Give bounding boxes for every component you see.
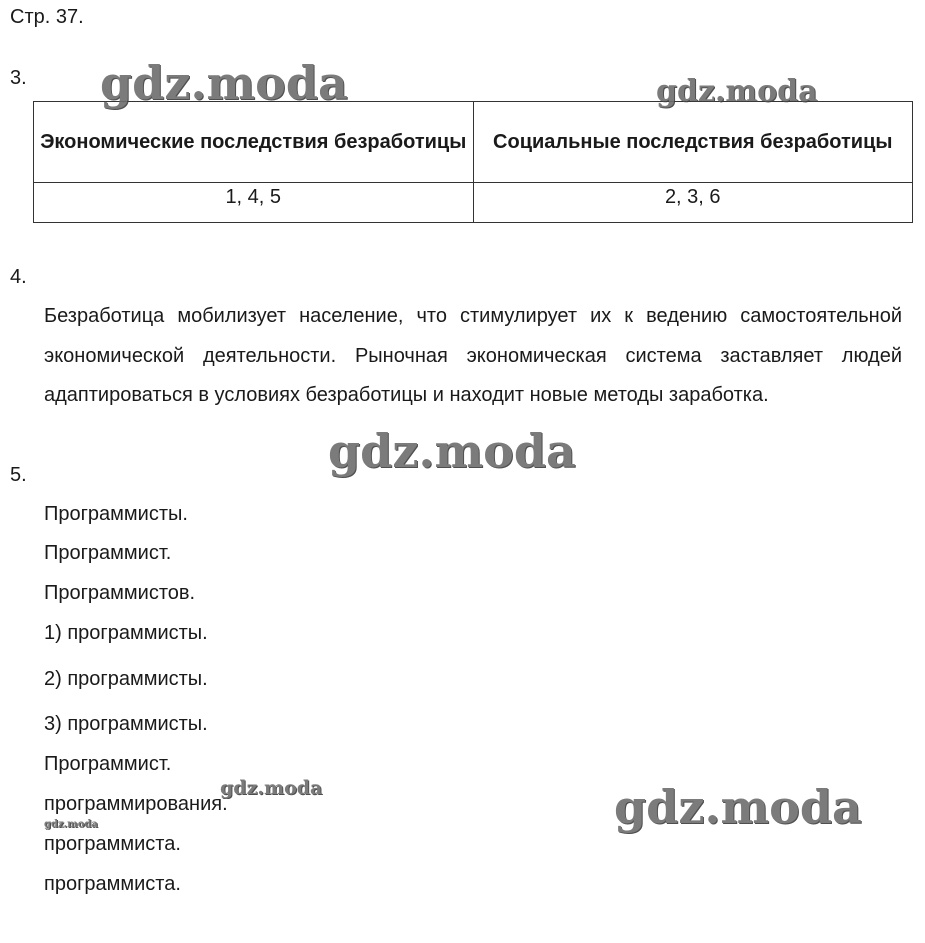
watermark-logo: gdz.moda — [100, 56, 348, 110]
answer-line: 3) программисты. — [44, 713, 208, 735]
watermark-logo: gdz.moda — [220, 777, 323, 799]
watermark-logo: gdz.moda — [44, 819, 98, 830]
watermark-logo: gdz.moda — [656, 74, 818, 109]
page-number: Стр. 37. — [10, 6, 84, 28]
answer-line: 1) программисты. — [44, 622, 208, 644]
section-number-3: 3. — [10, 67, 27, 89]
section-number-5: 5. — [10, 464, 27, 486]
header-economic-consequences: Экономические последствия безработицы — [34, 102, 474, 183]
watermark-logo: gdz.moda — [328, 424, 576, 478]
answer-line: программиста. — [44, 873, 181, 895]
answer-line: Программист. — [44, 753, 172, 775]
answer-paragraph: Безработица мобилизует население, что стимулирует их к ведению самостоятельной экономической деятельности. Рыночная экономическая система заставляет людей адаптироваться в условиях безработицы и находит новые методы заработка. — [44, 305, 902, 406]
cell-social-answer: 2, 3, 6 — [473, 183, 913, 223]
answer-line: Программист. — [44, 542, 172, 564]
watermark-logo: gdz.moda — [614, 780, 862, 834]
cell-economic-answer: 1, 4, 5 — [34, 183, 474, 223]
answer-line: программиста. — [44, 833, 181, 855]
header-social-consequences: Социальные последствия безработицы — [473, 102, 913, 183]
table-header-row — [34, 102, 913, 183]
consequences-table — [33, 101, 913, 223]
answer-line: программирования. — [44, 793, 228, 815]
answer-line: 2) программисты. — [44, 668, 208, 690]
table-row — [34, 183, 913, 223]
answer-line: Программисты. — [44, 503, 188, 525]
answer-line: Программистов. — [44, 582, 196, 604]
section-number-4: 4. — [10, 266, 27, 288]
